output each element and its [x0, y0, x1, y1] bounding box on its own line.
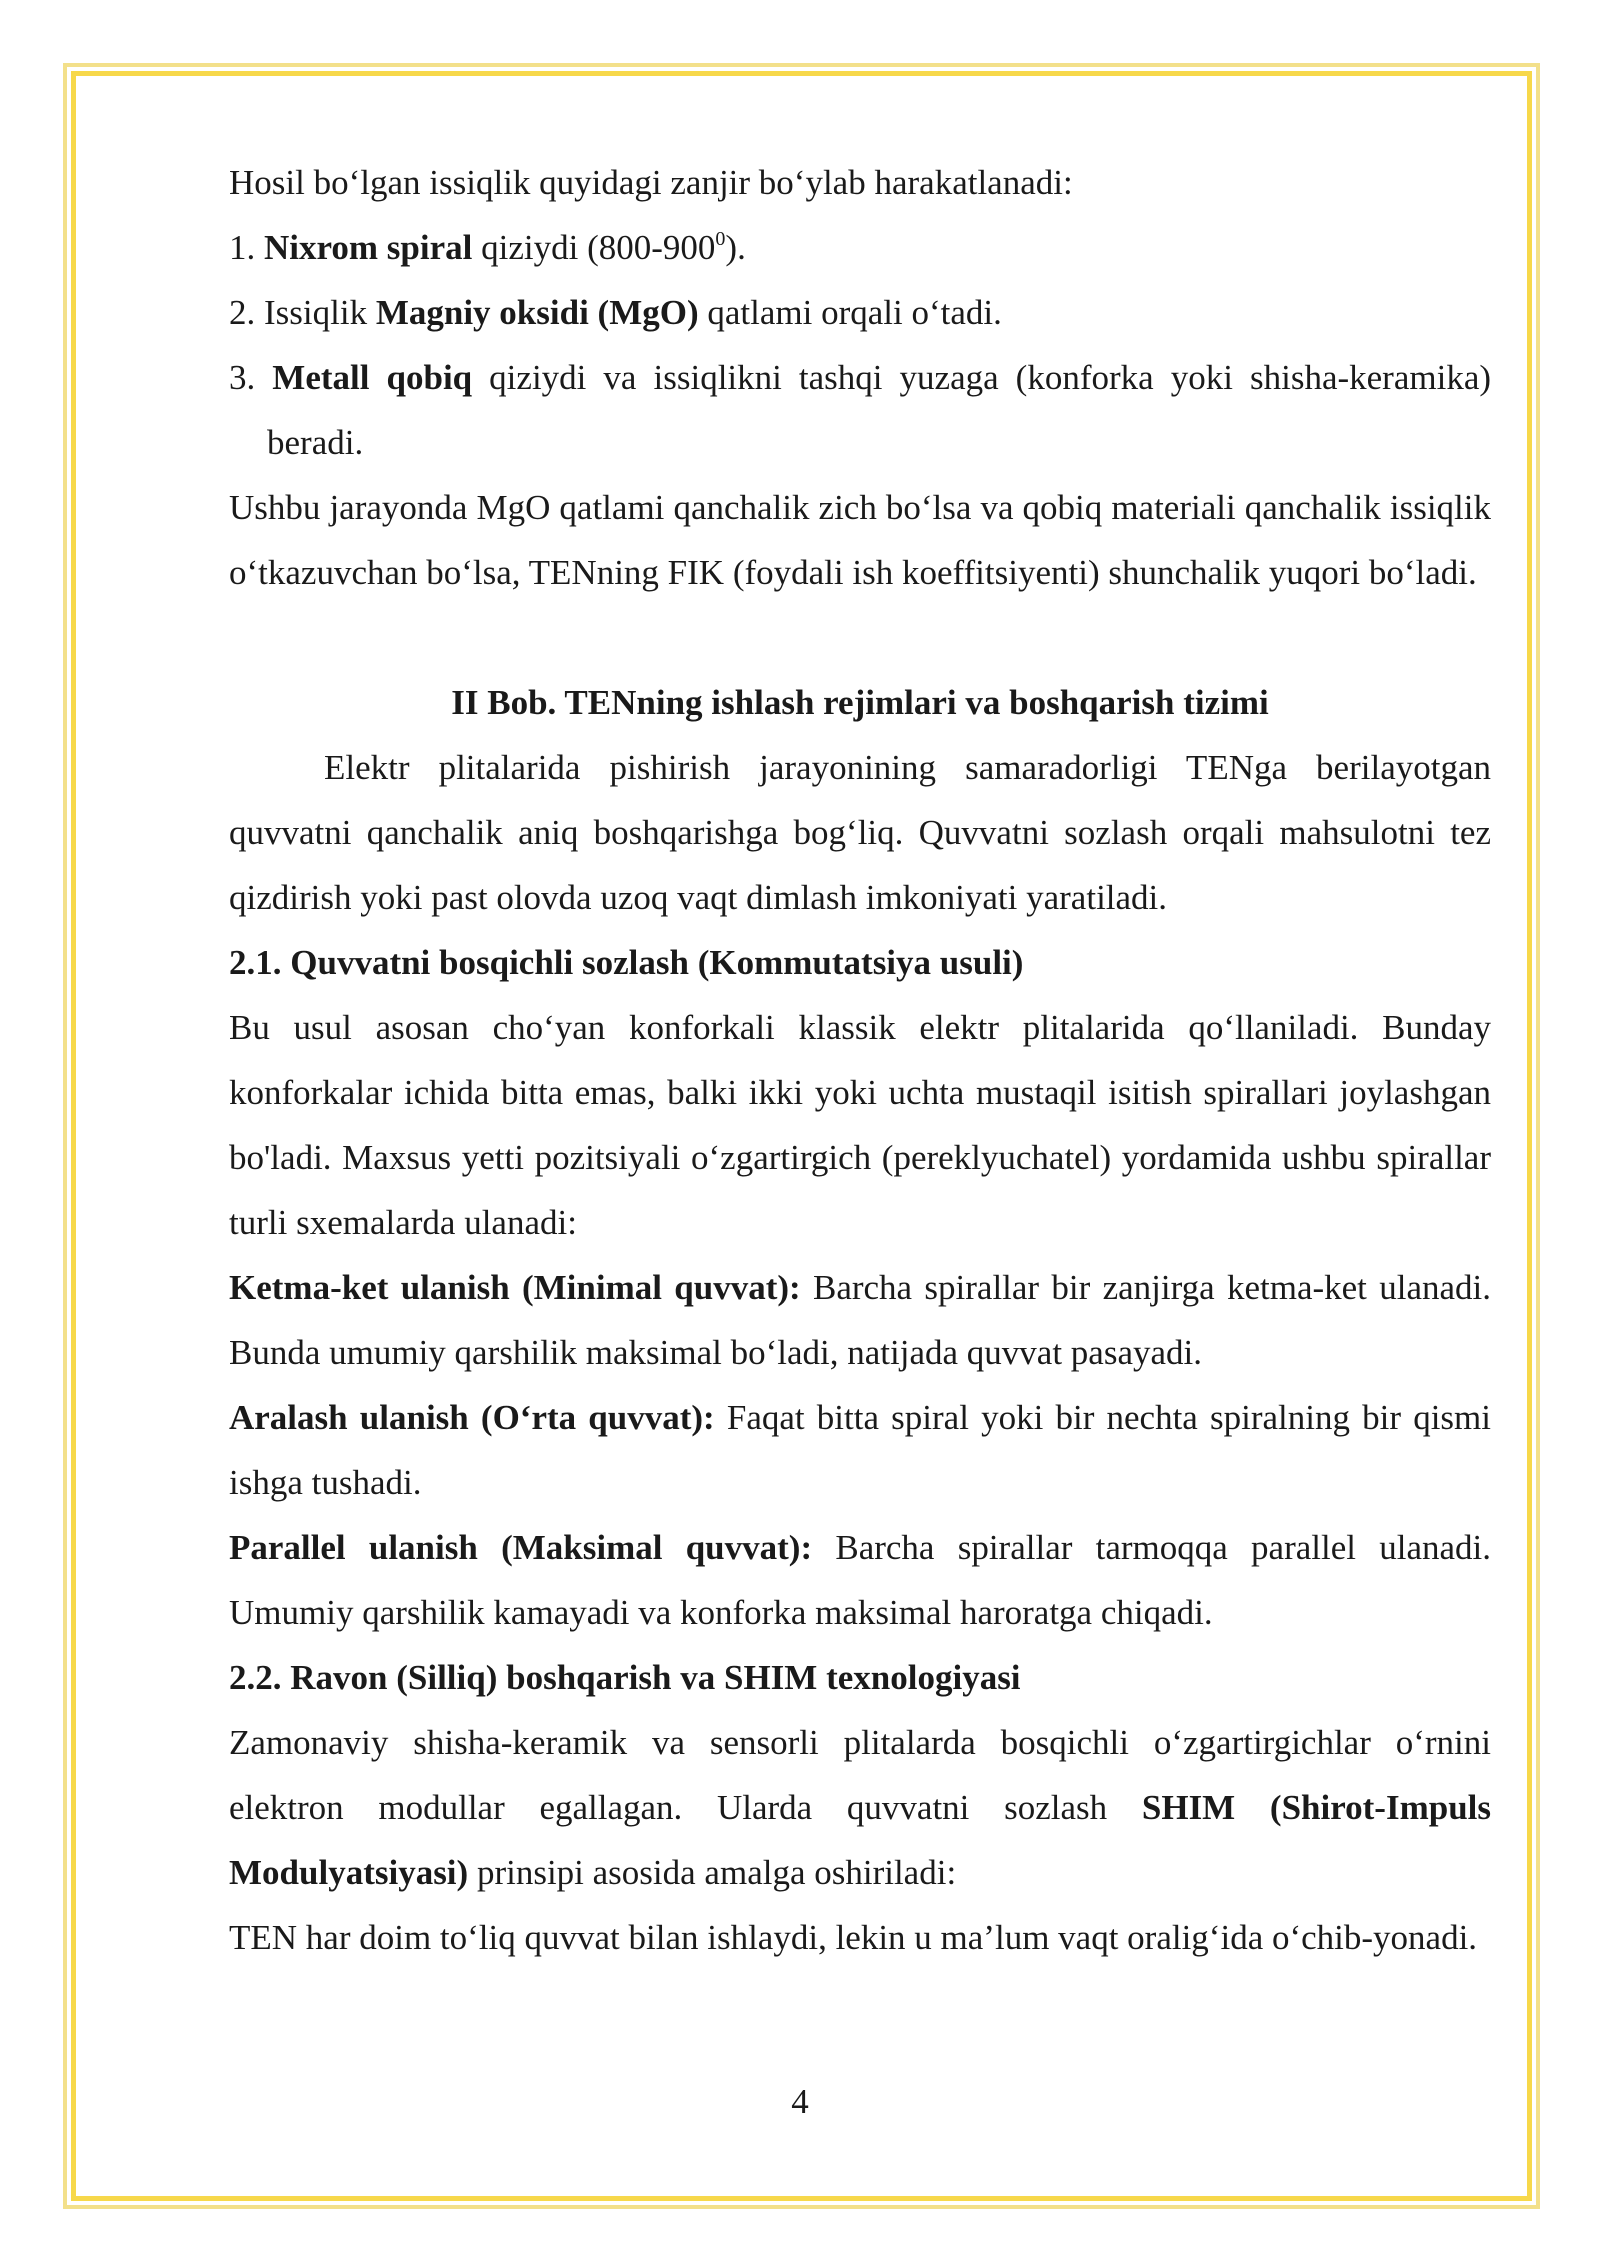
- list-number: 1.: [229, 228, 256, 267]
- section-2-1-text: Bu usul asosan cho‘yan konforkali klassik elektr plitalarida qo‘llaniladi. Bunday konforkalar ichida bitta emas, balki ikki yoki uchta mustaqil isitish spirallari joylashgan bo'ladi. Maxsus yetti pozitsiyali o‘zgartirgich (pereklyuchatel) yordamida ushbu spirallar turli sxemalarda ulanadi:: [229, 1008, 1491, 1242]
- list-bold-term: Nixrom spiral: [264, 228, 473, 267]
- shim-term: SHIM (Shirot-Impuls Modulyatsiyasi): [229, 1788, 1492, 1892]
- list-bold-term: Metall qobiq: [272, 358, 473, 397]
- section-2-2-text-2: TEN har doim to‘liq quvvat bilan ishlaydi, lekin u ma’lum vaqt oralig‘ida o‘chib-yonadi.: [229, 1918, 1478, 1957]
- section-text: Zamonaviy shisha-keramik va sensorli plitalarda bosqichli o‘zgartirgichlar o‘rnini elektron modullar egallagan. Ularda quvvatni sozlash: [229, 1723, 1491, 1827]
- mode-series: [229, 1255, 1491, 1385]
- chapter-title: II Bob. TENning ishlash rejimlari va boshqarish tizimi: [451, 683, 1269, 722]
- list-text-end: ).: [725, 228, 746, 267]
- list-item-2: [229, 280, 1491, 345]
- paragraph-efficiency: Ushbu jarayonda MgO qatlami qanchalik zich bo‘lsa va qobiq materiali qanchalik issiqlik o‘tkazuvchan bo‘lsa, TENning FIK (foydali ish koeffitsiyenti) shunchalik yuqori bo‘ladi.: [229, 488, 1491, 592]
- intro-text: Hosil bo‘lgan issiqlik quyidagi zanjir bo‘ylab harakatlanadi:: [229, 163, 1073, 202]
- list-text: qatlami orqali o‘tadi.: [698, 293, 1002, 332]
- section-title-2-1: 2.1. Quvvatni bosqichli sozlash (Kommutatsiya usuli): [229, 943, 1024, 982]
- list-bold-term: Magniy oksidi (MgO): [375, 293, 699, 332]
- list-text-pre: Issiqlik: [255, 293, 376, 332]
- chapter-intro: Elektr plitalarida pishirish jarayonining samaradorligi TENga berilayotgan quvvatni qanchalik aniq boshqarishga bog‘liq. Quvvatni sozlash orqali mahsulotni tez qizdirish yoki past olovda uzoq vaqt dimlash imkoniyati yaratiladi.: [229, 748, 1491, 917]
- list-number: 3.: [229, 358, 256, 397]
- mode-text: Barcha spirallar tarmoqqa parallel ulanadi. Umumiy qarshilik kamayadi va konforka maksimal haroratga chiqadi.: [229, 1528, 1491, 1632]
- list-number: 2.: [229, 293, 256, 332]
- list-text: qiziydi (800-900: [472, 228, 716, 267]
- section-text-end: prinsipi asosida amalga oshiriladi:: [468, 1853, 957, 1892]
- document-body: [229, 150, 1491, 1970]
- mode-parallel: [229, 1515, 1491, 1645]
- section-title-2-2: 2.2. Ravon (Silliq) boshqarish va SHIM texnologiyasi: [229, 1658, 1021, 1697]
- mode-label: Aralash ulanish (O‘rta quvvat):: [229, 1398, 715, 1437]
- mode-label: Parallel ulanish (Maksimal quvvat):: [229, 1528, 813, 1567]
- section-2-2-text: [229, 1710, 1491, 1905]
- mode-label: Ketma-ket ulanish (Minimal quvvat):: [229, 1268, 801, 1307]
- list-item-3: [229, 345, 1491, 475]
- degree-superscript: 0: [715, 228, 726, 250]
- mode-text: Barcha spirallar bir zanjirga ketma-ket ulanadi. Bunda umumiy qarshilik maksimal bo‘ladi, natijada quvvat pasayadi.: [229, 1268, 1491, 1372]
- mode-text: Faqat bitta spiral yoki bir nechta spiralning bir qismi ishga tushadi.: [229, 1398, 1491, 1502]
- list-text: qiziydi va issiqlikni tashqi yuzaga (konforka yoki shisha-keramika) beradi.: [267, 358, 1492, 462]
- list-item-1: [229, 215, 1491, 280]
- spacer: [229, 605, 1491, 670]
- mode-mixed: [229, 1385, 1491, 1515]
- page-number: 4: [791, 2082, 809, 2121]
